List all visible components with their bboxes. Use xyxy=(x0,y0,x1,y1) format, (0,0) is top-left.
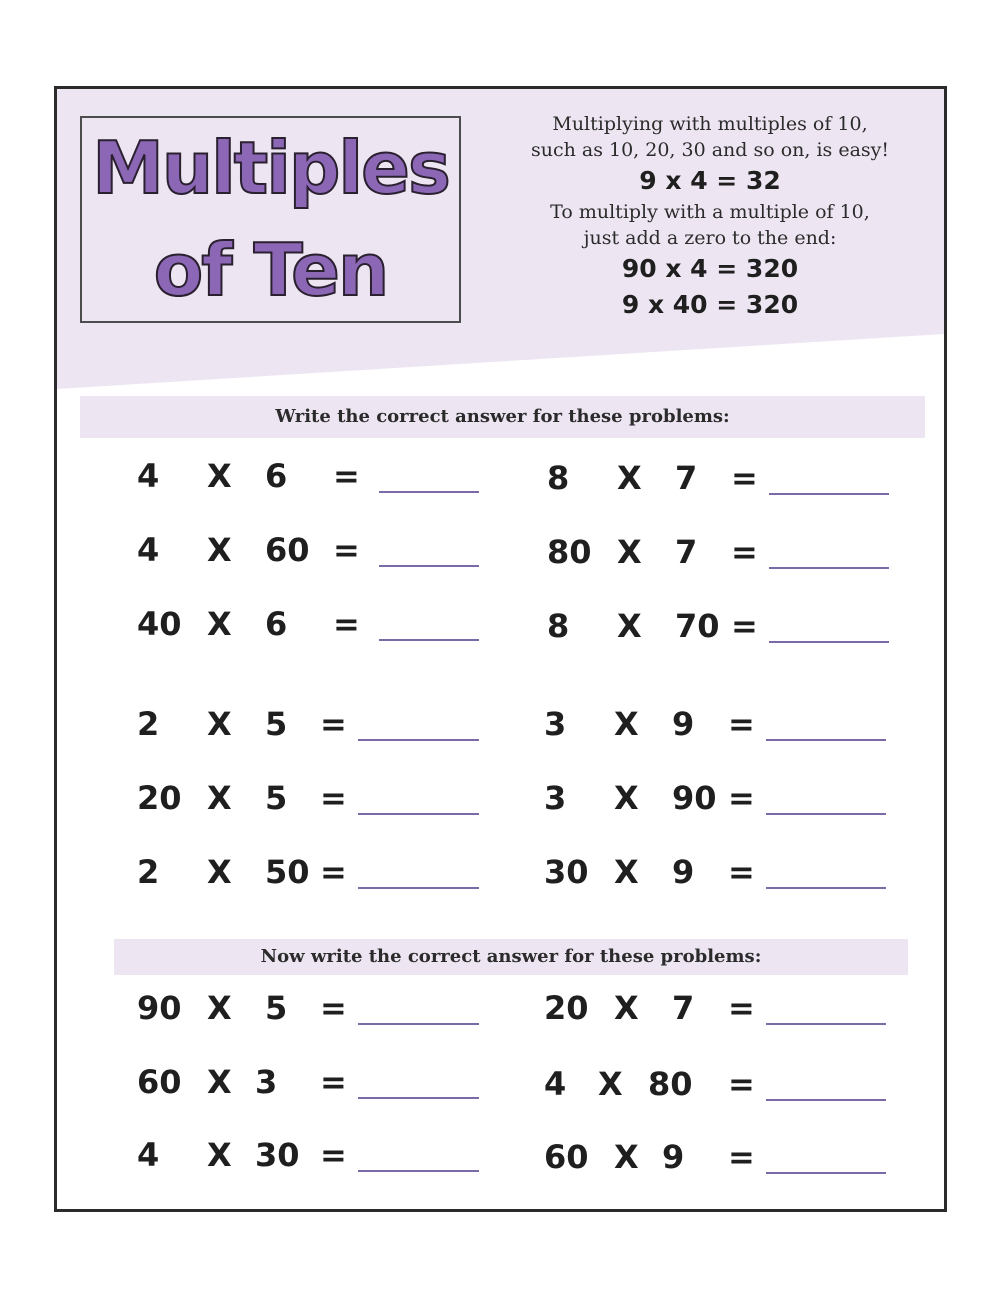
answer-blank[interactable] xyxy=(358,1023,479,1025)
operand-a: 8 xyxy=(547,459,570,497)
times-sign: X xyxy=(614,1138,639,1176)
times-sign: X xyxy=(614,779,639,817)
operand-b: 90 xyxy=(672,779,717,817)
answer-blank[interactable] xyxy=(766,1172,886,1174)
title-line-2: of Ten xyxy=(153,228,388,312)
answer-blank[interactable] xyxy=(358,887,479,889)
answer-blank[interactable] xyxy=(766,887,886,889)
answer-blank[interactable] xyxy=(766,739,886,741)
example-equation-2: 90 x 4 = 320 xyxy=(621,254,799,283)
operand-b: 9 xyxy=(672,853,695,891)
intro-line-1: Multiplying with multiples of 10, xyxy=(552,113,868,135)
equals-sign: = xyxy=(731,533,758,571)
operand-b: 7 xyxy=(672,989,695,1027)
operand-b: 5 xyxy=(265,705,288,743)
operand-b: 7 xyxy=(675,533,698,571)
answer-blank[interactable] xyxy=(358,813,479,815)
times-sign: X xyxy=(207,1136,232,1174)
equals-sign: = xyxy=(728,705,755,743)
intro-text xyxy=(487,111,933,323)
intro-line-2: such as 10, 20, 30 and so on, is easy! xyxy=(530,139,890,161)
answer-blank[interactable] xyxy=(358,1097,479,1099)
answer-blank[interactable] xyxy=(769,641,889,643)
operand-a: 2 xyxy=(137,705,160,743)
operand-b: 9 xyxy=(662,1138,685,1176)
section-1-heading: Write the correct answer for these problems: xyxy=(80,396,925,438)
operand-b: 7 xyxy=(675,459,698,497)
operand-b: 30 xyxy=(255,1136,300,1174)
equals-sign: = xyxy=(333,457,360,495)
operand-b: 6 xyxy=(265,457,288,495)
times-sign: X xyxy=(207,457,232,495)
equals-sign: = xyxy=(333,531,360,569)
operand-a: 4 xyxy=(137,1136,160,1174)
times-sign: X xyxy=(617,533,642,571)
answer-blank[interactable] xyxy=(766,1023,886,1025)
equals-sign: = xyxy=(728,853,755,891)
operand-a: 4 xyxy=(137,457,160,495)
operand-a: 20 xyxy=(137,779,182,817)
times-sign: X xyxy=(207,531,232,569)
answer-blank[interactable] xyxy=(769,567,889,569)
times-sign: X xyxy=(614,989,639,1027)
times-sign: X xyxy=(614,853,639,891)
operand-a: 2 xyxy=(137,853,160,891)
operand-a: 80 xyxy=(547,533,592,571)
intro-line-3: To multiply with a multiple of 10, xyxy=(550,201,870,223)
times-sign: X xyxy=(207,605,232,643)
operand-b: 5 xyxy=(265,779,288,817)
operand-a: 60 xyxy=(137,1063,182,1101)
times-sign: X xyxy=(598,1065,623,1103)
section-2-heading: Now write the correct answer for these problems: xyxy=(114,939,908,975)
operand-a: 90 xyxy=(137,989,182,1027)
operand-a: 40 xyxy=(137,605,182,643)
title-line-1: Multiples xyxy=(92,126,449,210)
operand-a: 4 xyxy=(544,1065,567,1103)
equals-sign: = xyxy=(333,605,360,643)
operand-a: 60 xyxy=(544,1138,589,1176)
operand-a: 30 xyxy=(544,853,589,891)
operand-b: 70 xyxy=(675,607,720,645)
answer-blank[interactable] xyxy=(358,1170,479,1172)
title-box xyxy=(80,116,461,323)
operand-b: 50 xyxy=(265,853,310,891)
times-sign: X xyxy=(614,705,639,743)
worksheet xyxy=(54,86,947,1212)
equals-sign: = xyxy=(731,607,758,645)
equals-sign: = xyxy=(731,459,758,497)
times-sign: X xyxy=(207,1063,232,1101)
times-sign: X xyxy=(207,779,232,817)
example-equation-3: 9 x 40 = 320 xyxy=(621,290,799,319)
times-sign: X xyxy=(207,705,232,743)
answer-blank[interactable] xyxy=(766,1099,886,1101)
equals-sign: = xyxy=(728,1065,755,1103)
operand-b: 5 xyxy=(265,989,288,1027)
operand-a: 4 xyxy=(137,531,160,569)
times-sign: X xyxy=(617,459,642,497)
equals-sign: = xyxy=(320,853,347,891)
answer-blank[interactable] xyxy=(358,739,479,741)
operand-b: 60 xyxy=(265,531,310,569)
equals-sign: = xyxy=(728,1138,755,1176)
intro-line-4: just add a zero to the end: xyxy=(583,227,837,249)
equals-sign: = xyxy=(320,705,347,743)
times-sign: X xyxy=(207,989,232,1027)
operand-b: 80 xyxy=(648,1065,693,1103)
operand-a: 3 xyxy=(544,705,567,743)
times-sign: X xyxy=(207,853,232,891)
operand-a: 8 xyxy=(547,607,570,645)
answer-blank[interactable] xyxy=(379,491,479,493)
times-sign: X xyxy=(617,607,642,645)
operand-b: 9 xyxy=(672,705,695,743)
answer-blank[interactable] xyxy=(769,493,889,495)
equals-sign: = xyxy=(320,1136,347,1174)
equals-sign: = xyxy=(320,989,347,1027)
operand-b: 3 xyxy=(255,1063,278,1101)
equals-sign: = xyxy=(320,1063,347,1101)
answer-blank[interactable] xyxy=(766,813,886,815)
operand-b: 6 xyxy=(265,605,288,643)
answer-blank[interactable] xyxy=(379,639,479,641)
equals-sign: = xyxy=(728,779,755,817)
operand-a: 3 xyxy=(544,779,567,817)
example-equation-1: 9 x 4 = 32 xyxy=(639,166,781,195)
equals-sign: = xyxy=(320,779,347,817)
equals-sign: = xyxy=(728,989,755,1027)
answer-blank[interactable] xyxy=(379,565,479,567)
operand-a: 20 xyxy=(544,989,589,1027)
